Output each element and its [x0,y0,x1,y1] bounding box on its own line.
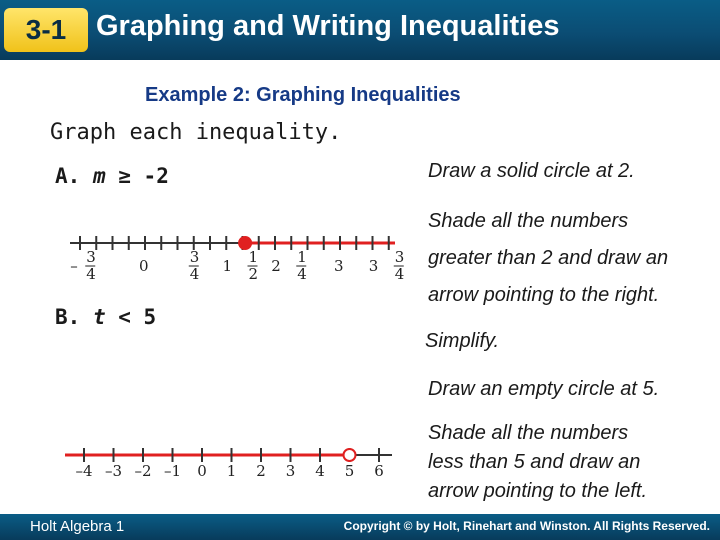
part-b-variable: t [92,305,106,329]
part-b-rest: < 5 [118,305,157,329]
number-line-a-label: 3 [86,248,96,266]
example-title: Example 2: Graphing Inequalities [145,84,461,106]
number-line-b-label: 4 [315,462,325,480]
lesson-badge: 3-1 [4,8,88,52]
number-line-a-label: 3 [334,257,344,275]
number-line-b-label: –4 [75,462,93,480]
part-a-note-2: Shade all the numbers [428,210,629,232]
footer-copyright: Copyright © by Holt, Rinehart and Winston. All Rights Reserved. [343,519,710,533]
number-line-b-label: –3 [104,462,123,480]
number-line-a-point [239,237,251,249]
part-b-note-3: less than 5 and draw an [428,451,641,473]
footer-book-title: Holt Algebra 1 [30,518,125,535]
part-a-note-5: Simplify. [425,330,500,352]
instruction-text: Graph each inequality. [50,120,342,145]
number-line-a-label: 1 [248,248,259,266]
number-line-a-label: – [70,257,78,275]
number-line-b-label: –2 [134,462,152,480]
part-a-letter: A. [55,164,81,188]
number-line-b-label: 3 [285,462,296,480]
part-b-note-2: Shade all the numbers [428,422,629,444]
part-a-rest: ≥ -2 [118,164,169,188]
number-line-a-label: 2 [248,265,259,283]
number-line-b-label: 1 [226,462,237,480]
number-line-b-label: 6 [374,462,384,480]
number-line-b-point [344,449,356,461]
number-line-a [70,236,404,283]
number-line-a-label: 3 [189,248,200,266]
number-line-a-label: 4 [189,265,200,283]
number-line-a-label: 4 [297,265,307,283]
number-line-a-label: 0 [139,257,149,275]
slide-title: Graphing and Writing Inequalities [96,10,560,42]
part-a-note-1: Draw a solid circle at 2. [428,160,635,182]
number-line-a-label: 1 [222,257,233,275]
part-a-note-4: arrow pointing to the right. [428,284,660,306]
number-line-a-label: 3 [394,248,405,266]
number-line-a-label: 1 [297,248,307,266]
number-line-a-label: 4 [394,265,405,283]
number-line-b-label: 2 [256,462,266,480]
number-line-a-label: 3 [368,257,379,275]
number-line-a-label: 4 [86,265,96,283]
part-b-note-4: arrow pointing to the left. [428,480,648,502]
number-line-b-label: 0 [197,462,207,480]
part-a-variable: m [92,164,106,188]
part-b-note-1: Draw an empty circle at 5. [428,378,660,400]
number-line-b-label: 5 [344,462,355,480]
part-a-note-3: greater than 2 and draw an [428,247,669,269]
part-b-letter: B. [55,305,81,329]
number-line-b [65,448,392,480]
number-line-a-label: 2 [271,257,281,275]
number-line-b-label: –1 [163,462,182,480]
slide-footer [0,514,720,540]
